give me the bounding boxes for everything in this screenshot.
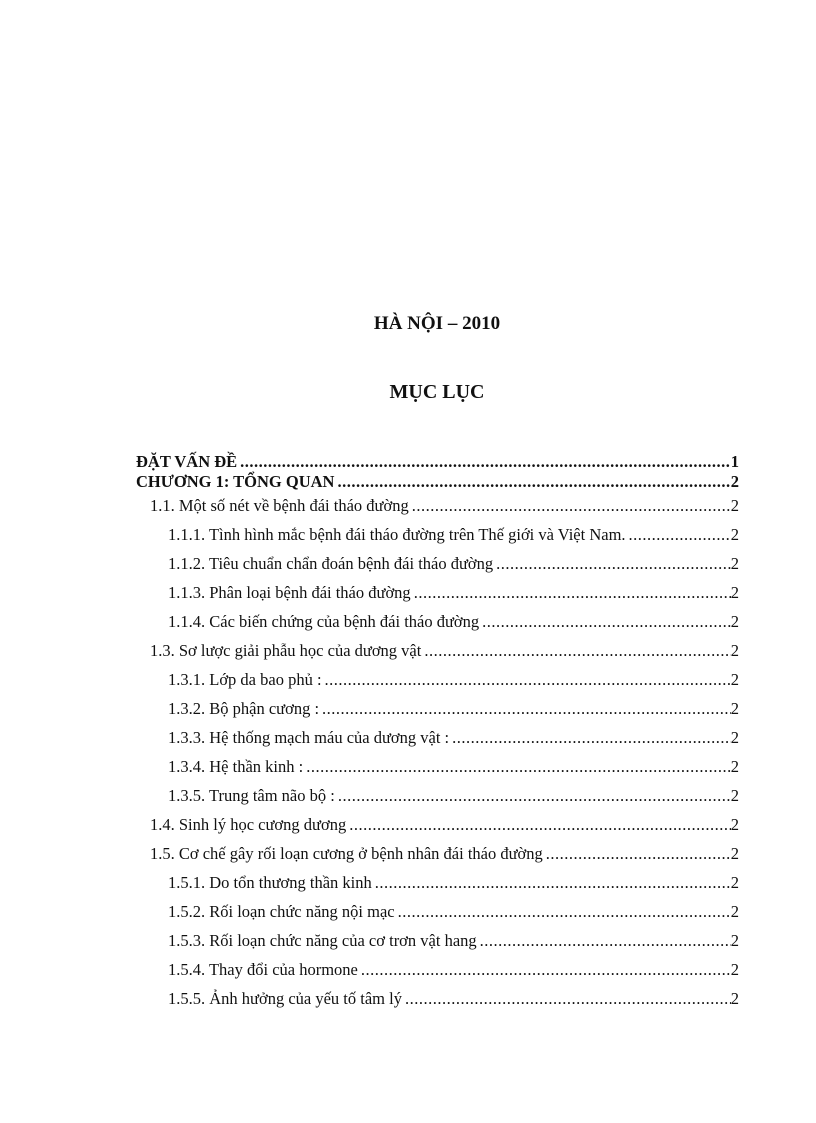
- toc-entry[interactable]: [136, 723, 739, 752]
- toc-entry-page: 2: [730, 756, 739, 776]
- table-of-contents: [136, 451, 739, 1013]
- dot-leader: [375, 873, 731, 893]
- toc-entry-page: 2: [730, 872, 739, 892]
- toc-entry-label: 1.1.4. Các biến chứng của bệnh đái tháo đường: [168, 611, 480, 631]
- toc-entry[interactable]: [136, 607, 739, 636]
- dot-leader: [629, 525, 731, 545]
- toc-entry-label: ĐẶT VẤN ĐỀ: [136, 451, 238, 471]
- toc-entry[interactable]: [136, 810, 739, 839]
- dot-leader: [349, 815, 731, 835]
- toc-entry-page: 2: [730, 553, 739, 573]
- toc-entry-label: 1.5.1. Do tổn thương thần kinh: [168, 872, 372, 892]
- toc-entry-label: CHƯƠNG 1: TỔNG QUAN: [136, 471, 335, 491]
- toc-entry-label: 1.3.5. Trung tâm não bộ :: [168, 785, 335, 805]
- toc-entry-label: 1.5.5. Ảnh hưởng của yếu tố tâm lý: [168, 988, 402, 1008]
- dot-leader: [414, 583, 731, 603]
- dot-leader: [240, 452, 731, 472]
- toc-entry-page: 2: [730, 471, 739, 491]
- toc-entry-label: 1.1.2. Tiêu chuẩn chẩn đoán bệnh đái tháo đường: [168, 553, 494, 573]
- toc-entry-page: 2: [730, 524, 739, 544]
- toc-entry-page: 2: [730, 640, 739, 660]
- dot-leader: [452, 728, 731, 748]
- toc-entry-page: 2: [730, 495, 739, 515]
- toc-entry-label: 1.3.3. Hệ thống mạch máu của dương vật :: [168, 727, 450, 747]
- toc-entry-page: 2: [730, 785, 739, 805]
- dot-leader: [337, 472, 730, 492]
- toc-entry-page: 2: [730, 901, 739, 921]
- toc-entry-page: 2: [730, 930, 739, 950]
- toc-entry[interactable]: [136, 984, 739, 1013]
- toc-entry[interactable]: [136, 665, 739, 694]
- toc-entry[interactable]: [136, 781, 739, 810]
- toc-entry-label: 1.5.2. Rối loạn chức năng nội mạc: [168, 901, 395, 921]
- dot-leader: [424, 641, 730, 661]
- dot-leader: [361, 960, 731, 980]
- toc-entry-page: 2: [730, 727, 739, 747]
- dot-leader: [325, 670, 731, 690]
- toc-entry-label: 1.5. Cơ chế gây rối loạn cương ở bệnh nhân đái tháo đường: [150, 843, 543, 863]
- dot-leader: [496, 554, 731, 574]
- toc-entry[interactable]: [136, 472, 739, 491]
- toc-entry[interactable]: [136, 694, 739, 723]
- toc-entry-label: 1.4. Sinh lý học cương dương: [150, 814, 347, 834]
- dot-leader: [412, 496, 731, 516]
- toc-entry[interactable]: [136, 926, 739, 955]
- toc-entry-label: 1.3.2. Bộ phận cương :: [168, 698, 320, 718]
- dot-leader: [482, 612, 731, 632]
- toc-entry[interactable]: [136, 752, 739, 781]
- toc-entry-label: 1.1.1. Tình hình mắc bệnh đái tháo đường trên Thế giới và Việt Nam.: [168, 524, 626, 544]
- dot-leader: [338, 786, 731, 806]
- dot-leader: [322, 699, 731, 719]
- toc-entry-page: 2: [730, 698, 739, 718]
- toc-entry-label: 1.3. Sơ lược giải phẫu học của dương vật: [150, 640, 422, 660]
- toc-entry[interactable]: [136, 491, 739, 520]
- toc-entry[interactable]: [136, 955, 739, 984]
- toc-entry[interactable]: [136, 897, 739, 926]
- dot-leader: [398, 902, 731, 922]
- toc-entry-page: 2: [730, 814, 739, 834]
- toc-entry-label: 1.5.4. Thay đổi của hormone: [168, 959, 358, 979]
- toc-entry-label: 1.3.1. Lớp da bao phủ :: [168, 669, 322, 689]
- dot-leader: [306, 757, 731, 777]
- place-year-heading: HÀ NỘI – 2010: [373, 313, 501, 334]
- toc-entry-page: 1: [730, 451, 739, 471]
- toc-entry[interactable]: [136, 868, 739, 897]
- toc-entry[interactable]: [136, 636, 739, 665]
- toc-entry[interactable]: [136, 520, 739, 549]
- toc-entry[interactable]: [136, 549, 739, 578]
- toc-entry[interactable]: [136, 839, 739, 868]
- toc-entry[interactable]: [136, 451, 739, 472]
- dot-leader: [480, 931, 731, 951]
- toc-entry-label: 1.1.3. Phân loại bệnh đái tháo đường: [168, 582, 411, 602]
- toc-entry-page: 2: [730, 988, 739, 1008]
- dot-leader: [546, 844, 731, 864]
- toc-entry-label: 1.5.3. Rối loạn chức năng của cơ trơn vật hang: [168, 930, 477, 950]
- toc-entry-page: 2: [730, 959, 739, 979]
- toc-entry-page: 2: [730, 582, 739, 602]
- toc-entry-page: 2: [730, 611, 739, 631]
- toc-entry-label: 1.1. Một số nét về bệnh đái tháo đường: [150, 495, 409, 515]
- toc-title: MỤC LỤC: [389, 381, 485, 403]
- toc-entry-label: 1.3.4. Hệ thần kinh :: [168, 756, 304, 776]
- toc-entry-page: 2: [730, 669, 739, 689]
- toc-entry-page: 2: [730, 843, 739, 863]
- toc-entry[interactable]: [136, 578, 739, 607]
- dot-leader: [405, 989, 731, 1009]
